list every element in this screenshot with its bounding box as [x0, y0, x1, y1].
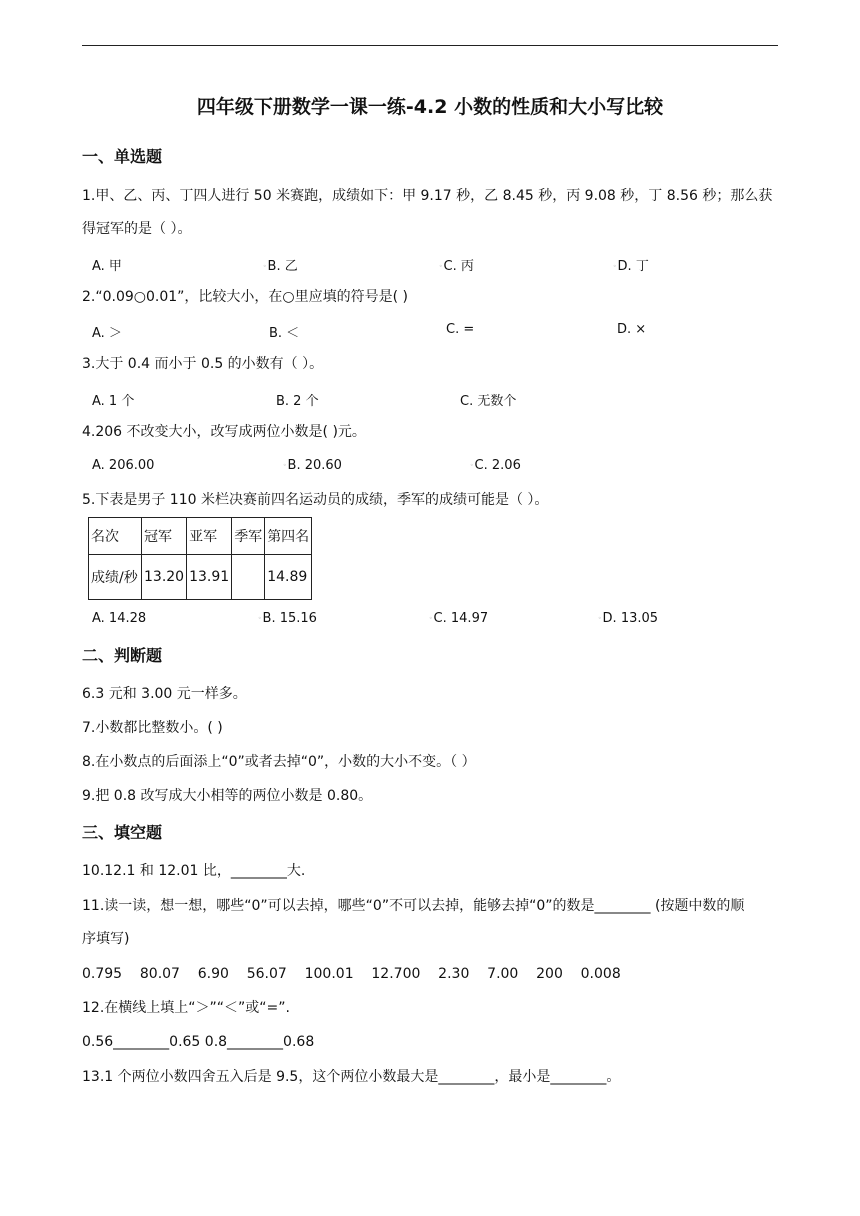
page-title: 四年级下册数学一课一练-4.2 小数的性质和大小写比较 — [196, 96, 664, 118]
option-a[interactable]: A. 甲 — [92, 259, 122, 274]
option-d-label: D. 13.05 — [602, 611, 659, 626]
table-row — [89, 555, 312, 600]
question-5-options — [92, 611, 782, 631]
option-b-label: B. 15.16 — [262, 611, 317, 626]
section-heading-true-false: 二、判断题 — [82, 646, 163, 665]
question-4: 4.206 不改变大小，改写成两位小数是( )元。 — [82, 424, 366, 440]
question-13: 13.1 个两位小数四舍五入后是 9.5，这个两位小数最大是________，最小是________。 — [82, 1069, 621, 1085]
bullet-mark: ◦ — [439, 263, 443, 270]
question-10: 10.12.1 和 12.01 比，________大. — [82, 863, 306, 879]
table-cell — [232, 555, 265, 600]
option-c[interactable] — [429, 611, 488, 626]
question-4-options — [92, 458, 782, 478]
bullet-mark: ◦ — [598, 615, 602, 622]
question-1-line-1: 1.甲、乙、丙、丁四人进行 50 米赛跑，成绩如下：甲 9.17 秒，乙 8.45 秒，丙 9.08 秒，丁 8.56 秒；那么获 — [82, 188, 773, 204]
option-a[interactable]: A. 1 个 — [92, 394, 135, 409]
option-b[interactable] — [283, 458, 342, 473]
option-a[interactable]: A. 14.28 — [92, 611, 147, 626]
option-d[interactable] — [598, 611, 658, 626]
table-header-cell: 第四名 — [265, 518, 312, 555]
table-header-cell: 亚军 — [187, 518, 232, 555]
question-8: 8.在小数点的后面添上“0”或者去掉“0”，小数的大小不变。（ ） — [82, 754, 476, 770]
header-rule — [82, 45, 778, 46]
table-header-cell: 冠军 — [142, 518, 187, 555]
question-3: 3.大于 0.4 而小于 0.5 的小数有（ ）。 — [82, 356, 324, 372]
bullet-mark: ◦ — [283, 462, 287, 469]
table-cell: 成绩/秒 — [89, 555, 142, 600]
option-b-label: B. 乙 — [267, 259, 298, 274]
option-c[interactable]: C. 无数个 — [460, 394, 517, 409]
question-3-options — [92, 390, 782, 410]
option-c[interactable] — [439, 255, 474, 274]
question-12: 12.在横线上填上“＞”“＜”或“=”. — [82, 1000, 290, 1016]
option-b[interactable] — [258, 611, 317, 626]
option-b[interactable]: B. 2 个 — [276, 394, 319, 409]
question-2: 2.“0.09○0.01”，比较大小，在○里应填的符号是( ) — [82, 289, 409, 305]
question-6: 6.3 元和 3.00 元一样多。 — [82, 686, 247, 702]
question-7: 7.小数都比整数小。( ) — [82, 720, 223, 736]
option-c[interactable] — [470, 458, 521, 473]
option-b[interactable]: B. ＜ — [269, 326, 300, 341]
option-c-label: C. 丙 — [443, 259, 474, 274]
question-2-options — [92, 322, 782, 342]
option-c-label: C. 14.97 — [433, 611, 489, 626]
option-c-label: C. 2.06 — [474, 458, 521, 473]
option-a[interactable]: A. 206.00 — [92, 458, 155, 473]
question-1-line-2: 得冠军的是（ ）。 — [82, 221, 192, 237]
question-11-line-1: 11.读一读，想一想，哪些“0”可以去掉，哪些“0”不可以去掉，能够去掉“0”的数是________ (按题中数的顺 — [82, 898, 745, 914]
table-header-cell: 季军 — [232, 518, 265, 555]
bullet-mark: ◦ — [470, 462, 474, 469]
bullet-mark: ◦ — [258, 615, 262, 622]
option-b-label: B. 20.60 — [287, 458, 342, 473]
question-9: 9.把 0.8 改写成大小相等的两位小数是 0.80。 — [82, 788, 373, 804]
table-cell: 14.89 — [265, 555, 312, 600]
question-12-blanks: 0.56________0.65 0.8________0.68 — [82, 1034, 315, 1050]
table-cell: 13.91 — [187, 555, 232, 600]
question-5: 5.下表是男子 110 米栏决赛前四名运动员的成绩，季军的成绩可能是（ ）。 — [82, 492, 549, 508]
option-b[interactable] — [263, 255, 298, 274]
bullet-mark: ◦ — [613, 263, 617, 270]
results-table — [88, 517, 312, 600]
table-header-cell: 名次 — [89, 518, 142, 555]
option-d-label: D. 丁 — [617, 259, 649, 274]
question-1-options — [92, 255, 782, 275]
bullet-mark: ◦ — [429, 615, 433, 622]
option-a[interactable]: A. ＞ — [92, 326, 122, 341]
section-heading-fill-blank: 三、填空题 — [82, 823, 163, 842]
table-header-row — [89, 518, 312, 555]
table-cell: 13.20 — [142, 555, 187, 600]
option-d[interactable] — [613, 255, 649, 274]
option-d[interactable]: D. × — [617, 322, 647, 337]
section-heading-single-choice: 一、单选题 — [82, 147, 163, 166]
question-11-numbers: 0.795 80.07 6.90 56.07 100.01 12.700 2.30 7.00 200 0.008 — [82, 966, 621, 982]
question-11-line-2: 序填写) — [82, 931, 130, 947]
bullet-mark: ◦ — [263, 263, 267, 270]
option-c[interactable]: C. = — [446, 322, 475, 337]
